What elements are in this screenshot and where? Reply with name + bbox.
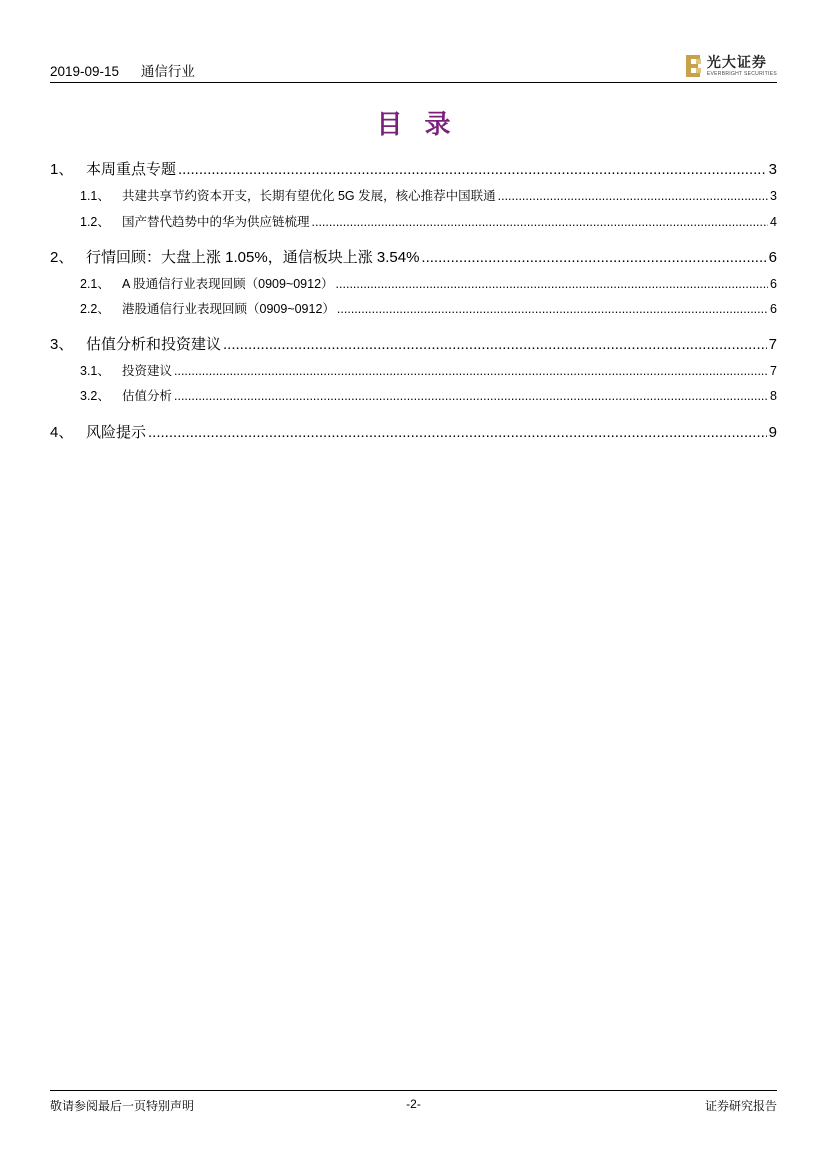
toc-entry-number: 1.1、 [80,189,110,203]
page-title: 目录 [376,110,473,140]
toc-entry-page: 6 [770,302,777,316]
toc-dot-leader [174,364,768,378]
toc-entry[interactable] [50,158,777,179]
toc-entry-title: 共建共享节约资本开支，长期有望优化 5G 发展，核心推荐中国联通 [122,189,496,203]
toc-dot-leader [223,336,767,353]
toc-dot-leader [336,277,769,291]
toc-entry[interactable] [50,186,777,204]
toc-entry[interactable] [50,212,777,230]
toc-entry[interactable] [50,274,777,292]
logo-icon [685,54,703,78]
toc-entry-number: 2.1、 [80,277,110,291]
toc-entry[interactable] [50,333,777,354]
toc-entry-title: 风险提示 [86,424,147,441]
toc-entry[interactable] [50,361,777,379]
toc-entry-number: 1.2、 [80,215,110,229]
toc-entry-page: 3 [770,189,777,203]
toc-dot-leader [312,215,769,229]
toc-entry-page: 7 [770,364,777,378]
toc-entry-title: 本周重点专题 [86,161,177,178]
toc-entry-number: 4、 [50,424,74,441]
report-industry: 通信行业 [140,64,195,79]
toc-dot-leader [337,302,768,316]
toc-entry-title: A 股通信行业表现回顾（0909~0912） [122,277,334,291]
toc-entry-title: 估值分析 [122,389,173,403]
toc-entry-number: 2.2、 [80,302,110,316]
page-number: -2- [406,1097,421,1111]
toc-dot-leader [421,249,766,266]
toc-entry[interactable] [50,246,777,267]
toc-entry-number: 3.1、 [80,364,110,378]
toc-entry-title: 估值分析和投资建议 [86,336,222,353]
toc-entry-number: 1、 [50,161,74,178]
toc-entry-number: 2、 [50,249,74,266]
page-footer [50,1090,777,1115]
toc-entry[interactable] [50,386,777,404]
logo-chinese-name: 光大证券 [706,55,767,71]
toc-entry-page: 3 [768,161,777,178]
toc-entry[interactable] [50,299,777,317]
company-logo [685,54,777,78]
toc-entry-title: 投资建议 [122,364,173,378]
toc-dot-leader [498,189,768,203]
toc-entry-page: 4 [770,215,777,229]
toc-entry-number: 3、 [50,336,74,353]
toc-entry-page: 6 [770,277,777,291]
toc-dot-leader [174,389,768,403]
toc-entry-title: 行情回顾：大盘上涨 1.05%，通信板块上涨 3.54% [86,249,420,266]
toc-entry[interactable] [50,421,777,442]
footer-report-type: 证券研究报告 [704,1099,777,1113]
page-header [50,50,777,83]
toc-entry-number: 3.2、 [80,389,110,403]
toc-entry-page: 8 [770,389,777,403]
footer-disclaimer: 敬请参阅最后一页特别声明 [50,1099,195,1113]
logo-english-name: EVERBRIGHT SECURITIES [706,71,777,77]
toc-dot-leader [178,161,767,178]
toc-entry-page: 7 [768,336,777,353]
header-info [50,60,195,80]
toc-entry-title: 国产替代趋势中的华为供应链梳理 [122,215,310,229]
toc-dot-leader [148,424,767,441]
report-date: 2019-09-15 [50,64,120,79]
toc-entry-page: 9 [768,424,777,441]
toc-entry-title: 港股通信行业表现回顾（0909~0912） [122,302,335,316]
toc-entry-page: 6 [768,249,777,266]
